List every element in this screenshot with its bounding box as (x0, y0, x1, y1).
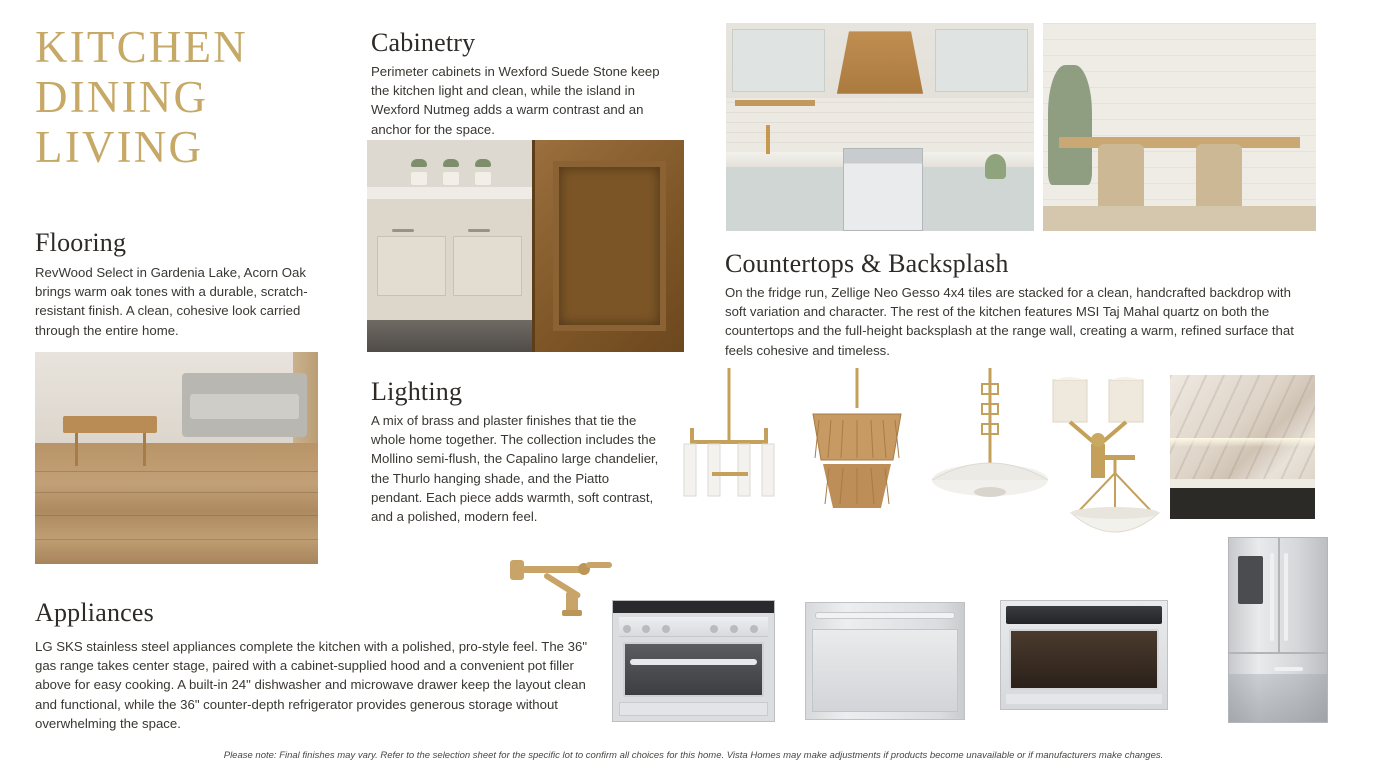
pot-filler-icon (510, 556, 620, 626)
countertops-body: On the fridge run, Zellige Neo Gesso 4x4 tiles are stacked for a clean, handcrafted backdrop with soft variation and character. The rest of the kitchen features MSI Taj Mahal quartz on both the countertops and the full-height backsplash at the range wall, creating a warm, refined surface that feels cohesive and timeless. (725, 285, 1294, 358)
lighting-body: A mix of brass and plaster finishes that tie the whole home together. The collection includes the Mollino semi-flush, the Capalino large chandelier, the Thurlo hanging shade, and the Piatto pendant. Each piece adds warmth, soft contrast, and a polished, modern feel. (371, 413, 659, 525)
warming-drawer (619, 702, 767, 716)
microwave-window (1009, 629, 1158, 689)
water-dispenser (1238, 556, 1263, 604)
freezer-handle (1274, 667, 1303, 671)
piatto-pendant-icon (1055, 455, 1175, 555)
plank-line (35, 539, 318, 540)
dining-chair (1196, 144, 1242, 211)
title-line-2: DINING (35, 72, 209, 122)
lighting-heading: Lighting (371, 377, 463, 406)
kitchen-photo (726, 23, 1034, 231)
range-knob (642, 625, 650, 633)
cabinetry-photo (367, 140, 684, 352)
title-line-1: KITCHEN (35, 22, 248, 72)
mollino-semi-flush-icon (672, 368, 787, 528)
range-knob (710, 625, 718, 633)
cabinet-door (377, 236, 447, 296)
plank-line (35, 492, 318, 493)
planter-pot (475, 172, 491, 185)
coffee-table (63, 416, 156, 433)
flooring-photo (35, 352, 318, 564)
thurlo-hanging-shade-icon (930, 368, 1050, 528)
planter-pot (411, 172, 427, 185)
microwave-base (1006, 694, 1162, 704)
gas-range (612, 600, 775, 722)
range-knobs (623, 625, 765, 632)
upper-cabinet-right (935, 29, 1027, 91)
cabinet-handle (468, 229, 490, 232)
table-leg (75, 433, 78, 467)
sofa (182, 373, 307, 437)
fridge-handle (1284, 553, 1288, 641)
dining-chair (1098, 144, 1144, 211)
dining-table (1059, 137, 1299, 147)
range (843, 148, 923, 231)
door-panel (553, 161, 666, 331)
microwave-control-panel (1006, 606, 1162, 623)
plank-line (35, 471, 318, 472)
cabinetry-body: Perimeter cabinets in Wexford Suede Stone keep the kitchen light and clean, while the island in Wexford Nutmeg adds a warm contrast and an anchor for the space. (371, 64, 660, 137)
brass-faucet (766, 125, 770, 154)
countertops-heading: Countertops & Backsplash (725, 249, 1009, 278)
plant (475, 159, 491, 167)
plant (411, 159, 427, 167)
footer-disclaimer: Please note: Final finishes may vary. Refer to the selection sheet for the specific lot to confirm all choices for this home. Vista Homes may make adjustments if products become unavailable or if manufacturers make changes. (223, 750, 1164, 761)
dishwasher-handle (815, 612, 954, 619)
dark-counter-edge (1170, 479, 1315, 519)
range-knob (623, 625, 631, 633)
potted-tree (1048, 65, 1092, 186)
range-knob (730, 625, 738, 633)
appliances-body: LG SKS stainless steel appliances complete the kitchen with a polished, pro-style feel. The 36" gas range takes center stage, paired with a cabinet-supplied hood and a convenient pot filler above for easy cooking. A built-in 24" dishwasher and microwave drawer keep the layout clean and functional, while the 36" counter-depth refrigerator provides generous storage without overwhelming the space. (35, 639, 588, 731)
background-wall (1229, 674, 1327, 722)
wood-range-hood (837, 31, 923, 93)
dishwasher-door (812, 629, 957, 713)
range-knob (662, 625, 670, 633)
range-knob (750, 625, 758, 633)
fridge-handle (1270, 553, 1274, 641)
oven-handle (630, 659, 757, 665)
refrigerator (1228, 537, 1328, 723)
planter-pot (443, 172, 459, 185)
cabinetry-heading: Cabinetry (371, 28, 476, 57)
cabinet-handle (392, 229, 414, 232)
flooring-heading: Flooring (35, 228, 127, 257)
plant (985, 154, 1007, 179)
plank-line (35, 515, 318, 516)
dishwasher (805, 602, 965, 720)
oven-door (623, 642, 765, 697)
flooring-body: RevWood Select in Gardenia Lake, Acorn Oak brings warm oak tones with a durable, scratch-resistant finish. A clean, cohesive look carried through the entire home. (35, 265, 308, 338)
upper-cabinet-left (732, 29, 824, 91)
microwave-drawer (1000, 600, 1168, 710)
title-line-3: LIVING (35, 122, 204, 172)
under-cabinet-led (1170, 438, 1315, 447)
appliances-heading: Appliances (35, 598, 154, 627)
freezer-seam (1229, 652, 1327, 654)
door-seam (1278, 538, 1280, 652)
cabinet-door (453, 236, 523, 296)
open-shelf (735, 100, 815, 106)
wood-floor (1043, 206, 1316, 231)
plant (443, 159, 459, 167)
dining-photo (1043, 23, 1316, 231)
quartz-counter-photo (1170, 375, 1315, 519)
capalino-chandelier-icon (795, 368, 920, 528)
page-title (35, 22, 335, 172)
nutmeg-door-sample (532, 140, 684, 352)
table-leg (143, 433, 146, 467)
